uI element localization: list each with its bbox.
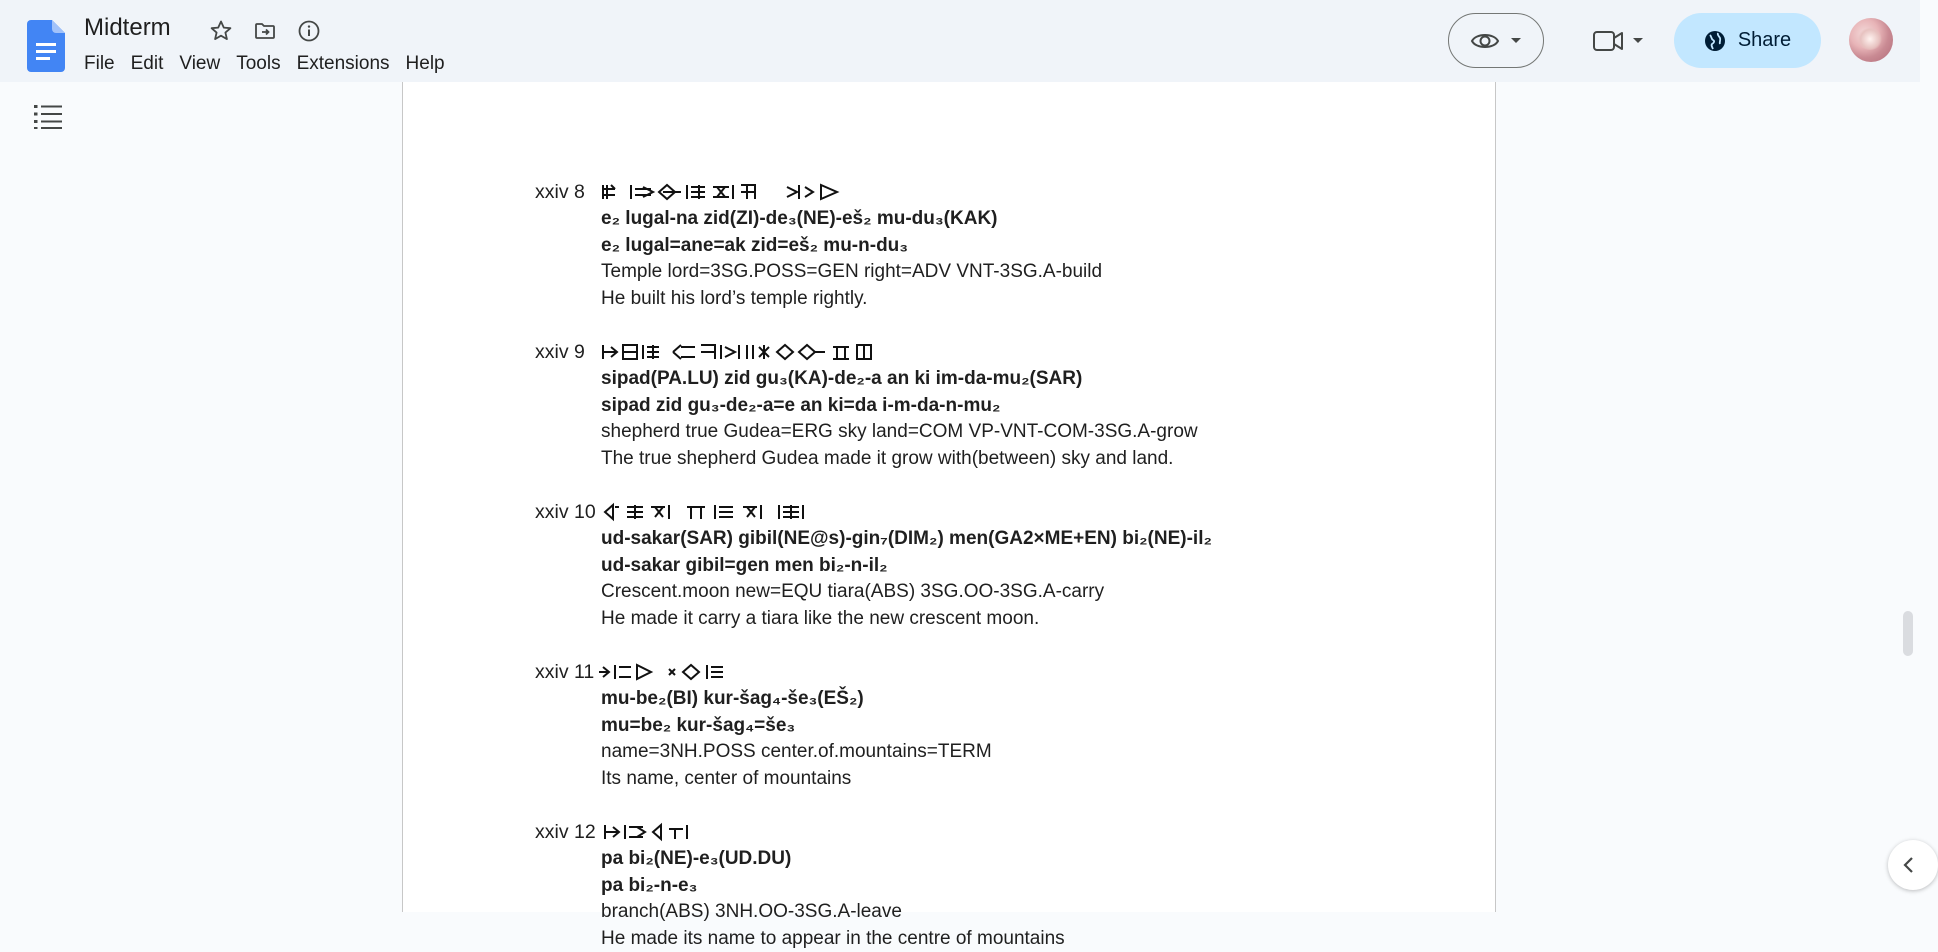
transliteration-line: sipad(PA.LU) zid gu₃(KA)-de₂-a an ki im-da-mu₂(SAR) bbox=[601, 368, 1083, 389]
document-outline-icon[interactable] bbox=[34, 103, 62, 129]
line-reference: xxiv 12 bbox=[535, 821, 596, 843]
video-camera-icon bbox=[1592, 29, 1624, 53]
menu-view[interactable]: View bbox=[179, 53, 221, 74]
share-button-label: Share bbox=[1737, 29, 1792, 51]
cuneiform-glyphs bbox=[601, 341, 921, 363]
translation-line: He made it carry a tiara like the new crescent moon. bbox=[601, 608, 1040, 629]
account-avatar[interactable] bbox=[1849, 18, 1893, 62]
eye-icon bbox=[1470, 30, 1500, 52]
transliteration-line: e₂ lugal-na zid(ZI)-de₃(NE)-eš₂ mu-du₃(KAK) bbox=[601, 208, 998, 229]
meet-button[interactable] bbox=[1582, 13, 1654, 68]
normalization-line: e₂ lugal=ane=ak zid=eš₂ mu-n-du₃ bbox=[601, 235, 909, 256]
translation-line: Its name, center of mountains bbox=[601, 768, 852, 789]
document-title[interactable]: Midterm bbox=[84, 14, 171, 41]
translation-line: The true shepherd Gudea made it grow with(between) sky and land. bbox=[601, 448, 1174, 469]
menu-help[interactable]: Help bbox=[405, 53, 445, 74]
translation-line: He built his lord’s temple rightly. bbox=[601, 288, 868, 309]
vertical-scrollbar-thumb[interactable] bbox=[1903, 611, 1913, 656]
globe-icon bbox=[1704, 30, 1726, 52]
side-panel-toggle-button[interactable] bbox=[1888, 840, 1938, 890]
morpheme-gloss-line: Temple lord=3SG.POSS=GEN right=ADV VNT-3SG.A-build bbox=[601, 261, 1103, 282]
normalization-line: sipad zid gu₃-de₂-a=e an ki=da i-m-da-n-mu₂ bbox=[601, 395, 1001, 416]
cuneiform-glyphs bbox=[603, 821, 723, 843]
menu-tools[interactable]: Tools bbox=[236, 53, 281, 74]
morpheme-gloss-line: branch(ABS) 3NH.OO-3SG.A-leave bbox=[601, 901, 902, 922]
morpheme-gloss-line: shepherd true Gudea=ERG sky land=COM VP-VNT-COM-3SG.A-grow bbox=[601, 421, 1198, 442]
top-bar bbox=[0, 0, 1920, 82]
chevron-left-icon bbox=[1902, 856, 1914, 874]
normalization-line: mu=be₂ kur-šag₄=še₃ bbox=[601, 715, 796, 736]
line-reference: xxiv 9 bbox=[535, 341, 585, 363]
morpheme-gloss-line: Crescent.moon new=EQU tiara(ABS) 3SG.OO-3SG.A-carry bbox=[601, 581, 1105, 602]
cuneiform-glyphs bbox=[601, 181, 861, 203]
transliteration-line: pa bi₂(NE)-e₃(UD.DU) bbox=[601, 848, 792, 869]
share-button[interactable] bbox=[1674, 13, 1821, 68]
cuneiform-glyphs bbox=[603, 501, 843, 523]
cuneiform-glyphs bbox=[597, 661, 757, 683]
menu-extensions[interactable]: Extensions bbox=[296, 53, 390, 74]
line-reference: xxiv 8 bbox=[535, 181, 585, 203]
caret-down-icon bbox=[1632, 37, 1644, 45]
docs-logo-icon[interactable] bbox=[27, 20, 65, 72]
transliteration-line: mu-be₂(BI) kur-šag₄-še₃(EŠ₂) bbox=[601, 688, 864, 709]
caret-down-icon bbox=[1510, 37, 1522, 45]
transliteration-line: ud-sakar(SAR) gibil(NE@s)-gin₇(DIM₂) men(GA2×ME+EN) bi₂(NE)-il₂ bbox=[601, 528, 1212, 549]
menu-file[interactable]: File bbox=[84, 53, 115, 74]
morpheme-gloss-line: name=3NH.POSS center.of.mountains=TERM bbox=[601, 741, 992, 762]
translation-line: He made its name to appear in the centre of mountains bbox=[601, 928, 1065, 949]
star-icon[interactable] bbox=[207, 17, 235, 45]
info-icon[interactable] bbox=[295, 17, 323, 45]
menu-bar bbox=[76, 53, 453, 75]
menu-edit[interactable]: Edit bbox=[130, 53, 164, 74]
document-page[interactable] bbox=[402, 82, 1496, 949]
line-reference: xxiv 10 bbox=[535, 501, 596, 523]
folder-move-icon[interactable] bbox=[251, 17, 279, 45]
normalization-line: pa bi₂-n-e₃ bbox=[601, 875, 698, 896]
view-mode-button[interactable] bbox=[1448, 13, 1544, 68]
normalization-line: ud-sakar gibil=gen men bi₂-n-il₂ bbox=[601, 555, 888, 576]
line-reference: xxiv 11 bbox=[535, 661, 595, 683]
